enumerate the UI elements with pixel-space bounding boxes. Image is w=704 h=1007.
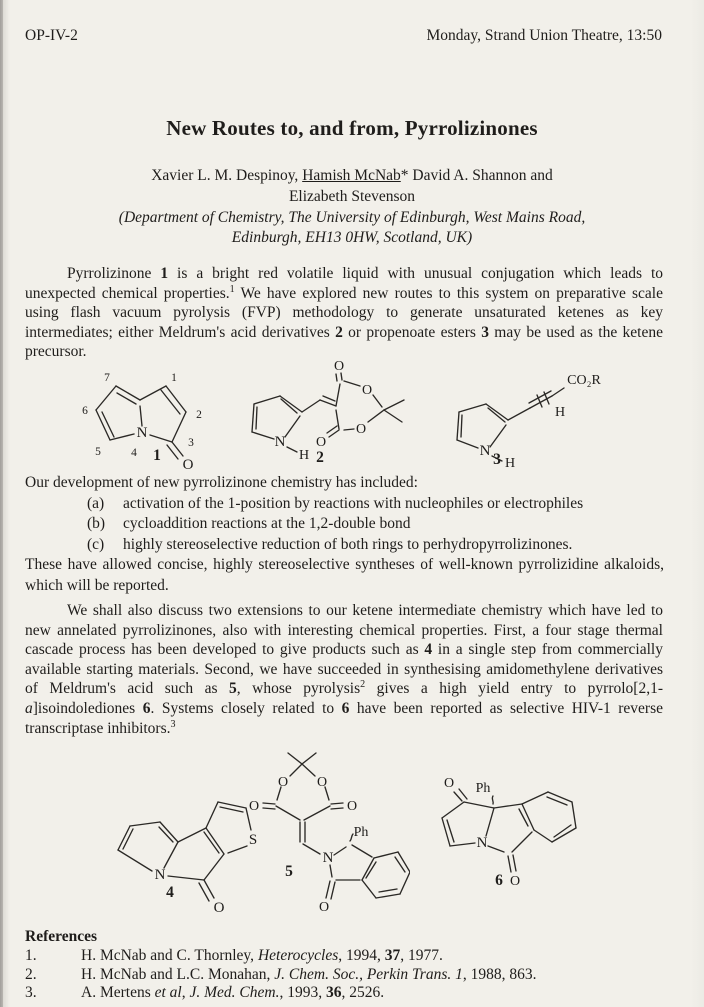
item-text-c: highly stereoselective reduction of both rings to perhydropyrrolizinones.: [123, 535, 573, 553]
structure-5-drawing: [240, 748, 410, 913]
atom-label-n: N: [476, 835, 488, 851]
abstract-title: New Routes to, and from, Pyrrolizinones: [166, 116, 538, 140]
atom-label-o-ring-left: O: [277, 775, 289, 790]
atom-label-o-bottom: O: [509, 874, 521, 889]
atom-label-ph: Ph: [353, 825, 369, 840]
reference-2: [25, 966, 675, 985]
development-intro: Our development of new pyrrolizinone chemistry has included:: [25, 474, 418, 491]
atom-label-ester-group: CO₂R: [567, 373, 601, 388]
page-header: [25, 27, 662, 45]
compound-label-3: 3: [493, 451, 501, 468]
ring-number-4: 4: [131, 447, 137, 459]
structure-1-drawing: [58, 368, 223, 470]
item-text-a: activation of the 1-position by reactions with nucleophiles or electrophiles: [123, 494, 584, 512]
development-item-a: [25, 494, 664, 515]
ring-number-6: 6: [82, 405, 88, 417]
compound-label-6: 6: [495, 872, 503, 889]
references-section: [25, 928, 675, 1003]
scan-edge-artifact: [0, 0, 3, 1007]
development-block: [25, 473, 664, 597]
atom-label-o-co-right: O: [346, 799, 358, 814]
item-marker-c: (c): [87, 535, 105, 553]
reference-3: [25, 984, 675, 1003]
ring-number-2: 2: [196, 409, 202, 421]
atom-label-o-carbonyl: O: [315, 435, 327, 450]
atom-label-n4: N: [136, 425, 148, 441]
authors-line-1: Xavier L. M. Despinoy, Hamish McNab* David A. Shannon and: [151, 167, 553, 184]
atom-label-o-ring-right: O: [316, 775, 328, 790]
atom-label-nh: H: [504, 456, 516, 471]
authors-line-2: Elizabeth Stevenson: [288, 188, 416, 205]
development-item-b: [25, 514, 664, 535]
development-outro: These have allowed concise, highly stereoselective syntheses of well-known pyrrolizidine alkaloids, which will be reported.: [25, 556, 664, 594]
affiliation-line-1: (Department of Chemistry, The University of Edinburgh, West Mains Road,: [118, 209, 586, 226]
structure-6-bonds: [442, 789, 576, 872]
reference-3-number: 3.: [25, 984, 37, 1002]
references-heading: References: [25, 928, 98, 945]
compound-label-2: 2: [316, 449, 324, 466]
compound-label-1: 1: [153, 447, 161, 464]
reference-3-text: A. Mertens et al, J. Med. Chem., 1993, 36, 2526.: [81, 984, 385, 1002]
compound-label-4: 4: [166, 884, 174, 901]
item-marker-b: (b): [87, 515, 106, 533]
ring-number-3: 3: [188, 437, 194, 449]
paragraph-intro: Pyrrolizinone 1 is a bright red volatile liquid with unusual conjugation which leads to unexpected chemical properties.$^1$ We have explored new routes to this system on preparative scale using flash vacuum pyrolysis (FVP) methodology to generate unsaturated ketenes as key intermediates; either Meldrum's acid derivatives 2 or propenoate esters 3 may be used as the ketene precursor.: [25, 265, 663, 361]
session-code: OP-IV-2: [25, 27, 78, 44]
atom-label-o3: O: [182, 457, 194, 470]
atom-label-o-bottom: O: [318, 900, 330, 913]
affiliation-line-2: Edinburgh, EH13 0HW, Scotland, UK): [231, 229, 473, 246]
atom-label-o: O: [213, 900, 225, 916]
session-schedule: Monday, Strand Union Theatre, 13:50: [426, 27, 662, 44]
reference-2-text: H. McNab and L.C. Monahan, J. Chem. Soc., Perkin Trans. 1, 1988, 863.: [81, 965, 537, 983]
ring-number-7: 7: [104, 372, 110, 384]
atom-label-n: N: [479, 443, 491, 459]
atom-label-s: S: [248, 832, 258, 848]
reference-2-number: 2.: [25, 965, 37, 983]
atom-label-n: N: [274, 434, 286, 450]
atom-label-ph: Ph: [475, 781, 491, 796]
structure-1-bonds: [96, 386, 186, 459]
reference-1-number: 1.: [25, 946, 37, 964]
atom-label-o-top: O: [443, 776, 455, 791]
paragraph-extensions: We shall also discuss two extensions to our ketene intermediate chemistry which have led to new annelated pyrrolizinones, also with interesting chemical properties. First, a four stage thermal cascade process has been developed to give products such as 4 in a single step from commercially available starting materials. Second, we have succeeded in synthesising amidomethylene derivatives of Meldrum's acid such as 5, whose pyrolysis$^2$ gives a high yield entry to pyrrolo[2,1-a]isoindolediones 6. Systems closely related to 6 have been reported as selective HIV-1 reverse transcriptase inhibitors.$^3$: [25, 602, 663, 737]
ring-number-1: 1: [171, 372, 177, 384]
development-item-c: [25, 535, 664, 556]
atom-label-n: N: [322, 850, 334, 866]
item-marker-a: (a): [87, 494, 105, 512]
atom-label-o-ring-top: O: [361, 383, 373, 398]
atom-label-o-top: O: [333, 360, 345, 374]
ring-number-5: 5: [95, 446, 101, 458]
structure-3-drawing: [428, 366, 613, 478]
atom-label-vinyl-h: H: [554, 405, 566, 420]
reference-1-text: H. McNab and C. Thornley, Heterocycles, 1994, 37, 1977.: [81, 946, 443, 964]
structure-4-bonds: [118, 802, 251, 901]
item-text-b: cycloaddition reactions at the 1,2-double bond: [123, 515, 411, 533]
atom-label-o-ring-bottom: O: [355, 422, 367, 437]
reference-1: [25, 947, 675, 966]
atom-label-n: N: [154, 867, 166, 883]
atom-label-o-co-left: O: [248, 799, 260, 814]
structure-3-bonds: [457, 388, 564, 461]
compound-label-5: 5: [285, 863, 293, 880]
atom-label-nh: H: [298, 448, 310, 463]
